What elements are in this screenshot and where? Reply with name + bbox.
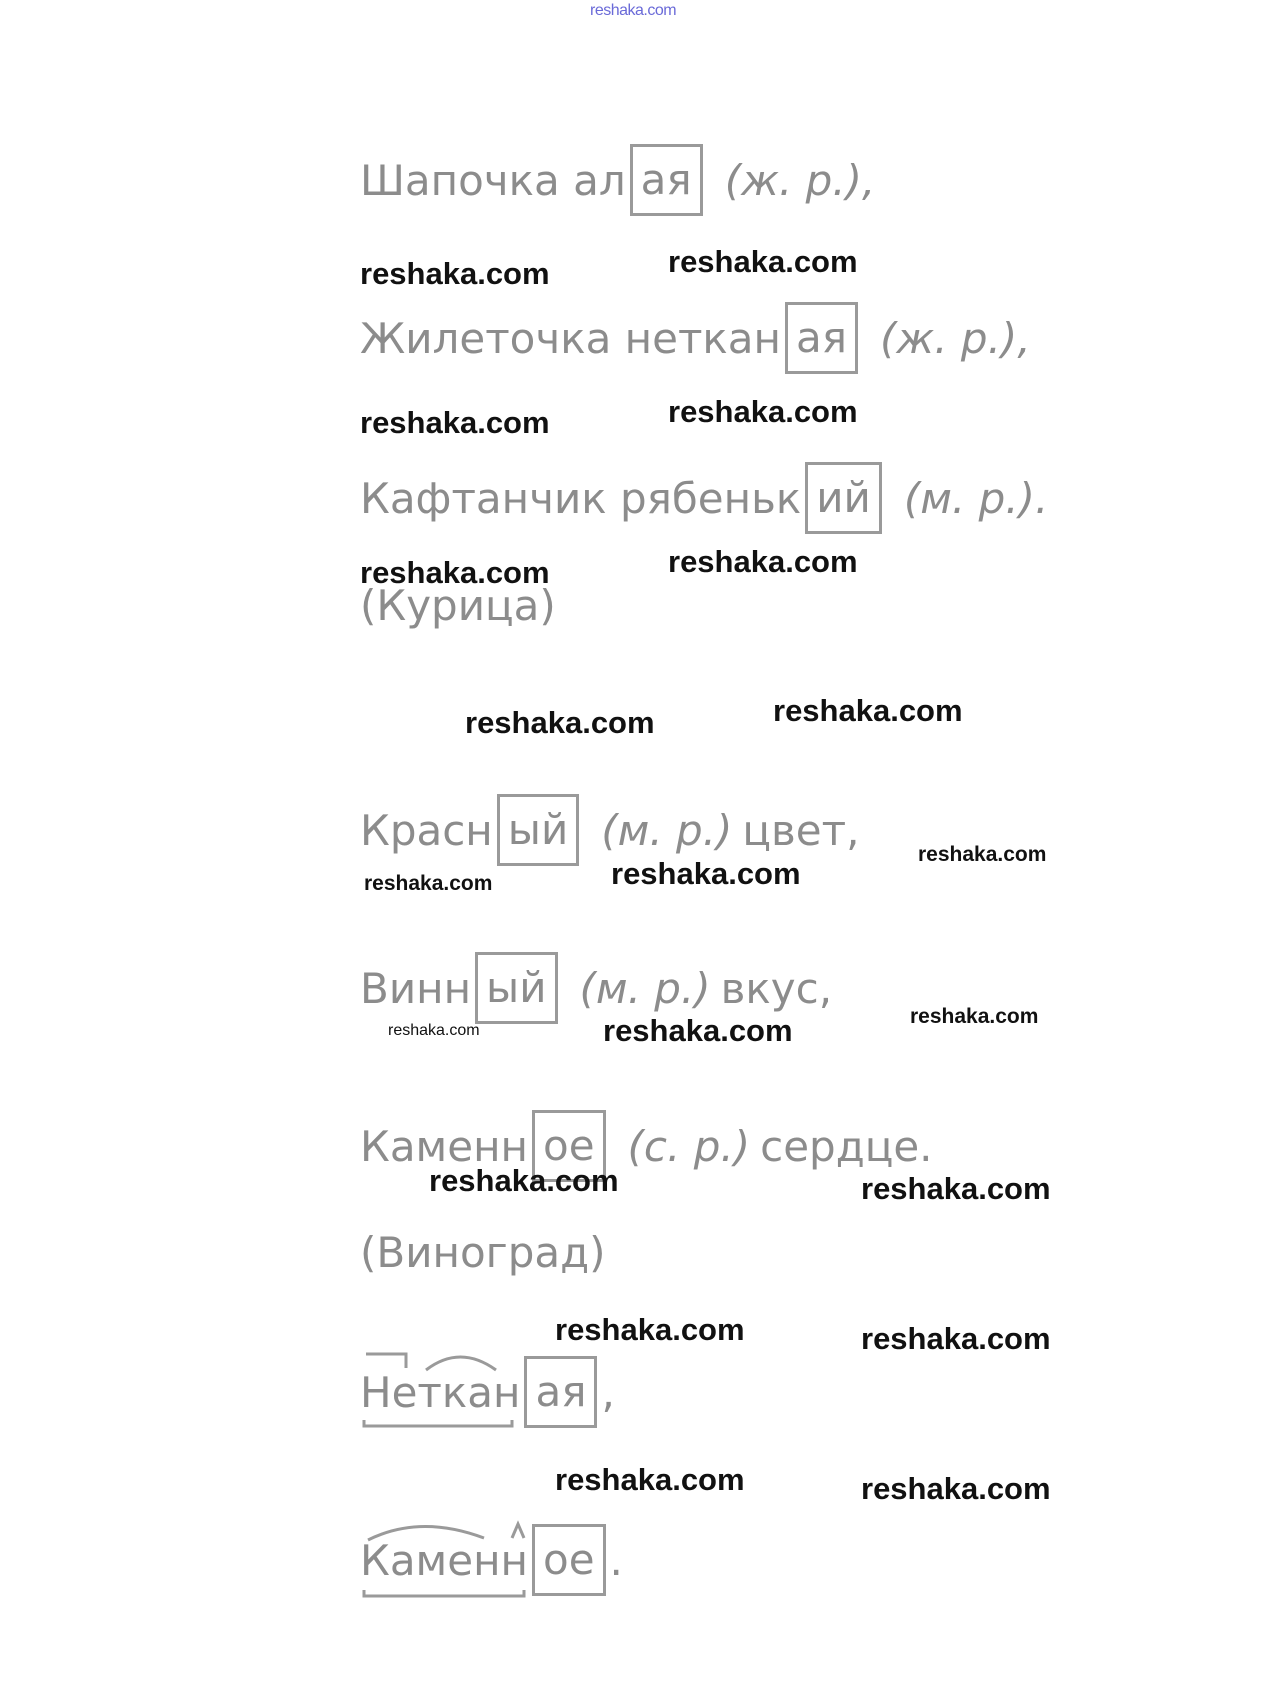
punctuation: . <box>609 1535 623 1585</box>
morpheme-marks <box>360 1518 540 1608</box>
ending-box: ая <box>785 302 858 374</box>
punctuation: , <box>862 155 876 205</box>
watermark-text: reshaka.com <box>910 1005 1039 1028</box>
watermark-text: reshaka.com <box>555 1312 745 1347</box>
punctuation: , <box>601 1367 615 1417</box>
source-label: (Виноград) <box>360 1227 606 1277</box>
word-stem: Кафтанчик рябеньк <box>360 473 802 523</box>
morph-kamennoe <box>360 1520 623 1600</box>
watermark-text: reshaka.com <box>773 693 963 728</box>
watermark-text: reshaka.com <box>364 872 493 895</box>
ending-box: ая <box>630 144 703 216</box>
watermark-text: reshaka.com <box>555 1462 745 1497</box>
ending-box: ое <box>532 1524 606 1596</box>
noun-word: вкус, <box>720 963 833 1013</box>
gender-note: (ж. р.) <box>724 155 863 205</box>
word-stem: Жилеточка неткан <box>360 313 781 363</box>
watermark-text: reshaka.com <box>429 1163 619 1198</box>
watermark-text: reshaka.com <box>668 394 858 429</box>
source-label: (Курица) <box>360 580 556 630</box>
source-vinograd <box>360 1212 606 1292</box>
gender-note: (м. р.) <box>601 805 733 855</box>
gender-note: (ж. р.) <box>880 313 1018 363</box>
noun-word: цвет, <box>742 805 860 855</box>
ending-box: ый <box>497 794 579 866</box>
ending-box: ая <box>524 1356 597 1428</box>
gender-note: (м. р.) <box>579 963 711 1013</box>
watermark-text: reshaka.com <box>360 256 550 291</box>
watermark-text: reshaka.com <box>603 1013 793 1048</box>
watermark-text: reshaka.com <box>918 843 1047 866</box>
line-shapochka <box>360 140 875 220</box>
word-stem: Шапочка ал <box>360 155 626 205</box>
top-watermark: reshaka.com <box>590 2 677 19</box>
watermark-text: reshaka.com <box>861 1471 1051 1506</box>
ending-box: ий <box>805 462 882 534</box>
watermark-text: reshaka.com <box>861 1171 1051 1206</box>
watermark-text: reshaka.com <box>668 544 858 579</box>
morph-netkanaya <box>360 1352 615 1432</box>
ending-box: ый <box>475 952 557 1024</box>
punctuation: . <box>1034 473 1049 523</box>
line-zhiletochka <box>360 298 1031 378</box>
morpheme-marks <box>360 1350 520 1440</box>
watermark-text: reshaka.com <box>611 856 801 891</box>
word-stem <box>360 1368 520 1417</box>
watermark-text: reshaka.com <box>360 555 550 590</box>
ending-box: ое <box>532 1110 606 1182</box>
word-stem <box>360 1536 528 1585</box>
stem-text: Каменн <box>360 1535 528 1585</box>
word-stem: Каменн <box>360 1121 528 1171</box>
gender-note: (с. р.) <box>627 1121 751 1171</box>
watermark-text: reshaka.com <box>465 705 655 740</box>
gender-note: (м. р.) <box>903 473 1035 523</box>
stem-text: Неткан <box>360 1367 521 1417</box>
word-stem: Винн <box>360 963 472 1013</box>
watermark-text: reshaka.com <box>861 1321 1051 1356</box>
watermark-text: reshaka.com <box>388 1022 480 1039</box>
noun-word: сердце. <box>760 1121 933 1171</box>
word-stem: Красн <box>360 805 493 855</box>
line-kaftanchik <box>360 458 1048 538</box>
watermark-text: reshaka.com <box>668 244 858 279</box>
punctuation: , <box>1017 313 1031 363</box>
watermark-text: reshaka.com <box>360 405 550 440</box>
